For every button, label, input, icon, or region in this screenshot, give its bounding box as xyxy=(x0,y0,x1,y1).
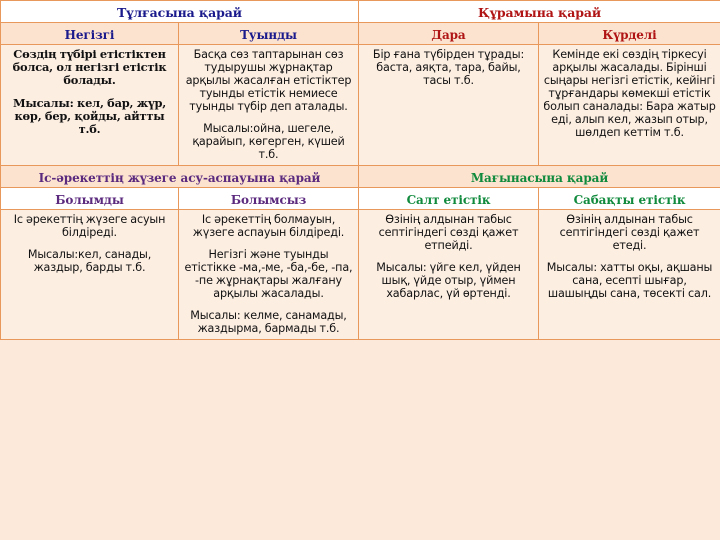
section-one-column-header-row xyxy=(1,23,720,45)
cell-negizgi-para-2: Мысалы: кел, бар, жүр, көр, бер, қойды, айтты т.б. xyxy=(12,95,167,137)
column-header-kurdeli-label: Күрделі xyxy=(602,28,657,42)
cell-sabakty-etistik-para-2: Мысалы: хатты оқы, ақшаны сана, есепті шығар, шашыңды сана, төсекті сал. xyxy=(546,260,713,300)
section-one-group-header-row xyxy=(1,1,720,23)
cell-bolymdy-para-1: Іс әрекеттің жүзеге асуын білдіреді. xyxy=(13,212,166,239)
column-header-dara-label: Дара xyxy=(431,28,466,42)
cell-salt-etistik-content xyxy=(359,209,539,339)
cell-negizgi-content xyxy=(1,45,179,166)
cell-kurdeli-content xyxy=(539,45,720,166)
cell-kurdeli-para-1: Кемінде екі сөздің тіркесуі арқылы жасалады. Бірінші сыңары негізгі етістік, кейінгі тұрғандары көмекші етістік болып саналады: Бара жатыр еді, алып кел, жазып отыр, шөлдеп кеттім т.б. xyxy=(543,48,716,139)
cell-tuyndy-para-2: Мысалы:ойна, шегеле, қарайып, көгерген, күшей т.б. xyxy=(192,121,345,161)
group-header-kuramyna xyxy=(359,1,720,23)
cell-bolymdy-content xyxy=(1,209,179,339)
cell-negizgi-para-1: Сөздің түбірі етістіктен болса, ол негізгі етістік болады. xyxy=(12,47,167,88)
group-header-magynasyna-label: Мағынасына қарай xyxy=(470,170,609,185)
column-header-salt-etistik-label: Салт етістік xyxy=(406,192,491,207)
group-header-is-areket-label: Іс-әрекеттің жүзеге асу-аспауына қарай xyxy=(38,170,321,185)
column-header-bolymsyz-label: Болымсыз xyxy=(230,192,307,207)
group-header-tulgasyna xyxy=(1,1,359,23)
cell-bolymsyz-para-2: Негізгі және туынды етістікке -ма,-ме, -ба,-бе, -па, -пе жұрнақтары жалғану арқылы жасалады. xyxy=(184,247,353,300)
section-two-group-header-row xyxy=(1,165,720,187)
column-header-negizgi xyxy=(1,23,179,45)
column-header-negizgi-label: Негізгі xyxy=(64,28,115,42)
column-header-bolymdy xyxy=(1,187,179,209)
cell-tuyndy-content xyxy=(179,45,359,166)
cell-dara-para-1: Бір ғана түбірден тұрады: баста, аяқта, тара, байы, тасы т.б. xyxy=(372,48,525,87)
group-header-magynasyna xyxy=(359,165,720,187)
cell-bolymsyz-content xyxy=(179,209,359,339)
column-header-dara xyxy=(359,23,539,45)
column-header-kurdeli xyxy=(539,23,720,45)
cell-tuyndy-para-1: Басқа сөз таптарынан сөз тудырушы жұрнақтар арқылы жасалған етістіктер туынды етістік немиесе туынды түбір деп аталады. xyxy=(185,48,352,113)
cell-salt-etistik-para-2: Мысалы: үйге кел, үйден шық, үйде отыр, үймен хабарлас, үй өртенді. xyxy=(376,260,521,300)
column-header-salt-etistik xyxy=(359,187,539,209)
group-header-is-areket xyxy=(1,165,359,187)
cell-bolymsyz-para-1: Іс әрекеттің болмауын, жүзеге аспауын білдіреді. xyxy=(192,212,345,239)
group-header-tulgasyna-label: Тұлғасына қарай xyxy=(117,5,242,20)
column-header-sabakty-etistik-label: Сабақты етістік xyxy=(573,192,686,207)
section-two-column-header-row xyxy=(1,187,720,209)
section-two-content-row xyxy=(1,209,720,339)
column-header-tuyndy-label: Туынды xyxy=(240,28,297,42)
column-header-sabakty-etistik xyxy=(539,187,720,209)
cell-bolymsyz-para-3: Мысалы: келме, санамады, жаздырма, бармады т.б. xyxy=(190,308,347,335)
cell-sabakty-etistik-content xyxy=(539,209,720,339)
cell-salt-etistik-para-1: Өзінің алдынан табыс септігіндегі сөзді қажет етпейді. xyxy=(378,212,519,252)
cell-sabakty-etistik-para-1: Өзінің алдынан табыс септігіндегі сөзді қажет етеді. xyxy=(559,212,700,252)
section-one-content-row xyxy=(1,45,720,166)
column-header-bolymdy-label: Болымды xyxy=(55,192,124,207)
column-header-bolymsyz xyxy=(179,187,359,209)
group-header-kuramyna-label: Құрамына қарай xyxy=(477,5,602,20)
cell-dara-content xyxy=(359,45,539,166)
column-header-tuyndy xyxy=(179,23,359,45)
cell-bolymdy-para-2: Мысалы:кел, санады, жаздыр, барды т.б. xyxy=(27,247,152,274)
